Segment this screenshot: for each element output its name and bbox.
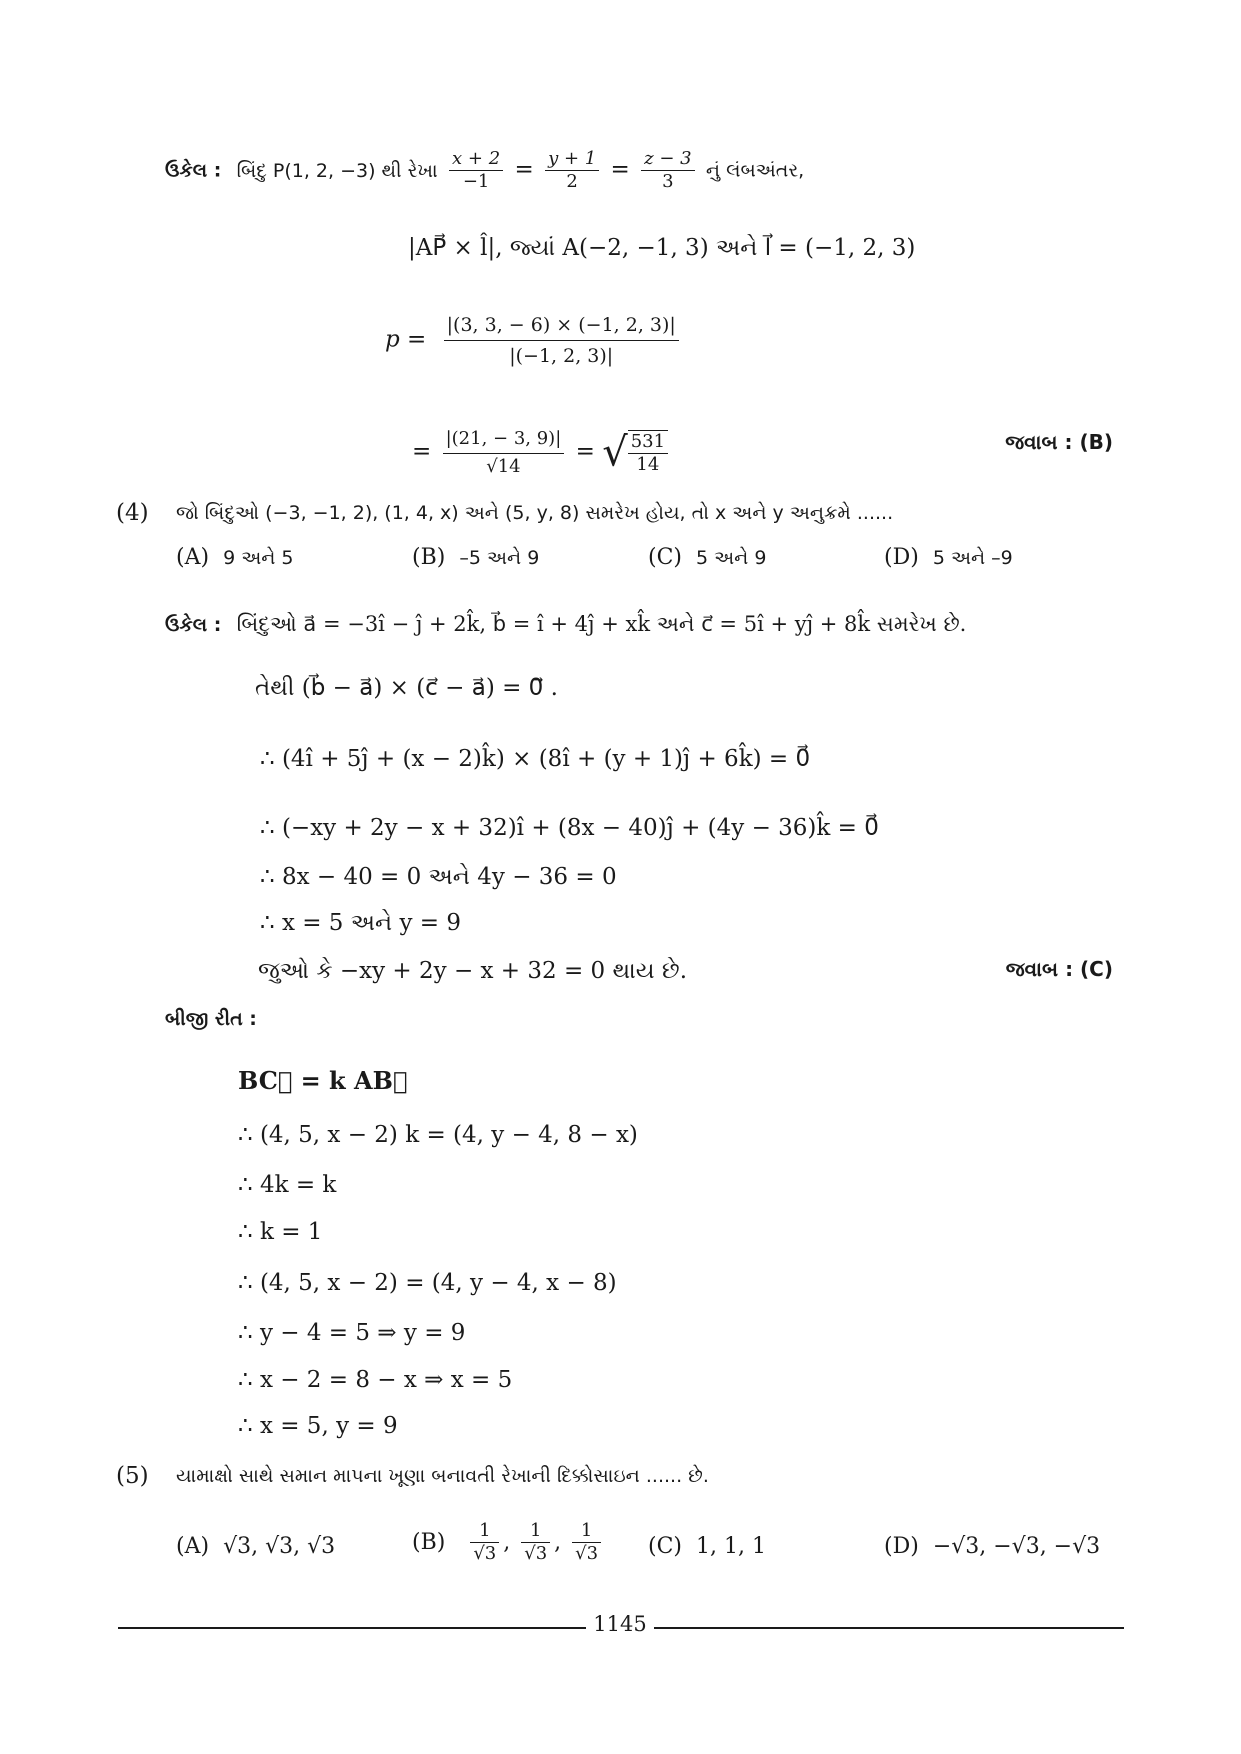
p-equation xyxy=(385,310,683,371)
result-fraction: $\frac{|(21, - 3, 9)|}{√14}$ xyxy=(443,425,565,480)
answer-b: જવાબ : (B) xyxy=(1005,430,1113,454)
solution2-line1: ઉકેલ : બિંદુઓ a⃗ = −3î − ĵ + 2k̂, b⃗ = î + 4ĵ + xk̂ અને c⃗ = 5î + yĵ + 8k̂ સમરેખ છે. xyxy=(165,612,967,636)
q5-option-d: (D) −√3, −√3, −√3 xyxy=(884,1534,1101,1559)
q5-option-b: (B) $\frac{1}{√3}$ , $\frac{1}{√3}$ , $\frac{1}{√3}$ xyxy=(412,1520,605,1565)
solution-label: ઉકેલ : xyxy=(165,614,222,636)
q5-option-c: (C) 1, 1, 1 xyxy=(648,1534,766,1559)
method2-title: બીજી રીત : xyxy=(165,1008,257,1030)
method2-line8: ∴ x = 5, y = 9 xyxy=(238,1413,398,1439)
q4-option-b: (B) –5 અને 9 xyxy=(412,545,540,570)
method2-line1: BC⃗ = k AB⃗ xyxy=(238,1066,408,1095)
solution2-line6: ∴ x = 5 અને y = 9 xyxy=(260,910,461,936)
method2-line2: ∴ (4, 5, x − 2) k = (4, y − 4, 8 − x) xyxy=(238,1122,638,1148)
q4-option-a: (A) 9 અને 5 xyxy=(176,545,294,570)
page-number: 1145 xyxy=(593,1612,647,1636)
method2-line3: ∴ 4k = k xyxy=(238,1172,337,1198)
sqrt-fraction: $\frac{531}{14}$ xyxy=(628,430,668,476)
answer-c: જવાબ : (C) xyxy=(1005,957,1113,981)
solution2-line4: ∴ (−xy + 2y − x + 32)î + (8x − 40)ĵ + (4y − 36)k̂ = 0⃗ xyxy=(260,815,879,841)
p-label: p = xyxy=(385,326,427,353)
p-fraction: $\frac{|(3, 3, - 6) \times (-1, 2, 3)|}{|(-1, 2, 3)|}$ xyxy=(444,310,679,371)
q4-option-d: (D) 5 અને –9 xyxy=(884,545,1013,570)
method2-line4: ∴ k = 1 xyxy=(238,1219,323,1245)
solution1-line1: ઉકેલ : બિંદુ P(1, 2, −3) થી રેખા $\frac{x + 2}{-1}$ = $\frac{y + 1}{2}$ = $\frac{z - 3}{3}$ નું લંબઅંતર, xyxy=(165,148,805,192)
result-equation: = $\frac{|(21, - 3, 9)|}{√14}$ = √ $\frac{531}{14}$ xyxy=(412,425,672,480)
q5-option-a: (A) √3, √3, √3 xyxy=(176,1534,336,1559)
solution1-intro: બિંદુ P(1, 2, −3) થી રેખા xyxy=(236,159,438,182)
q4-option-c: (C) 5 અને 9 xyxy=(648,545,767,570)
footer-rule-right xyxy=(654,1627,1124,1629)
method2-line7: ∴ x − 2 = 8 − x ⇒ x = 5 xyxy=(238,1367,513,1393)
solution2-line5: ∴ 8x − 40 = 0 અને 4y − 36 = 0 xyxy=(260,864,617,890)
method2-line5: ∴ (4, 5, x − 2) = (4, y − 4, x − 8) xyxy=(238,1270,617,1296)
question5-text: યામાક્ષો સાથે સમાન માપના ખૂણા બનાવતી રેખાની દિક્કોસાઇન ...... છે. xyxy=(176,1465,709,1487)
question4-number: (4) xyxy=(116,500,149,526)
solution1-line2: |AP⃗ × l̂|, જ્યાં A(−2, −1, 3) અને l⃗ = (−1, 2, 3) xyxy=(408,235,916,261)
solution2-line3: ∴ (4î + 5ĵ + (x − 2)k̂) × (8î + (y + 1)ĵ + 6k̂) = 0⃗ xyxy=(260,746,811,772)
fraction-x: $\frac{x + 2}{-1}$ xyxy=(449,148,503,193)
fraction-y: $\frac{y + 1}{2}$ xyxy=(545,148,599,193)
solution2-line2: તેથી (b⃗ − a⃗) × (c⃗ − a⃗) = 0⃗ . xyxy=(255,675,558,701)
question4-text: જો બિંદુઓ (−3, −1, 2), (1, 4, x) અને (5, y, 8) સમરેખ હોય, તો x અને y અનુક્રમે ...... xyxy=(176,502,894,524)
solution1-tail: નું લંબઅંતર, xyxy=(705,159,805,182)
method2-line6: ∴ y − 4 = 5 ⇒ y = 9 xyxy=(238,1320,466,1346)
footer-rule-left xyxy=(118,1627,586,1629)
fraction-z: $\frac{z - 3}{3}$ xyxy=(641,148,694,193)
solution-label: ઉકેલ : xyxy=(165,159,222,182)
solution2-line7: જુઓ કે −xy + 2y − x + 32 = 0 થાય છે. xyxy=(258,958,688,984)
question5-number: (5) xyxy=(116,1463,149,1489)
